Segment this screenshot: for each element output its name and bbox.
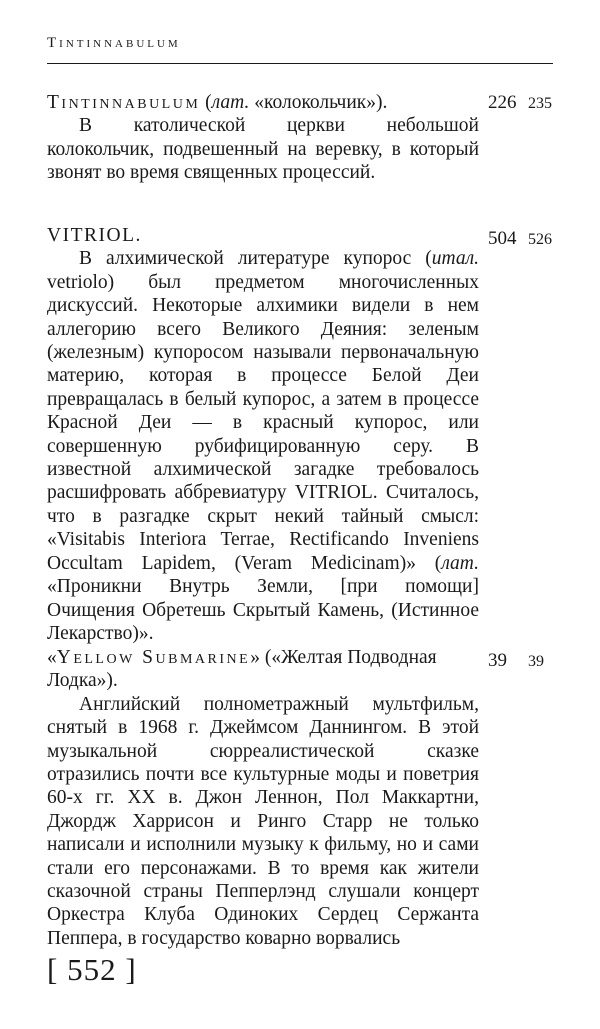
page-refs-vitriol <box>488 228 568 250</box>
page-ref: 39 <box>488 650 507 671</box>
page-ref: 235 <box>528 95 552 112</box>
entry-yellow-submarine <box>47 646 479 950</box>
page-number: [ 552 ] <box>47 952 137 987</box>
entry-body: В алхимической литературе купорос (итал. vetriolo) был предметом многочисленных дискуссий. Некоторые алхимики видели в нем аллегорию всего Великого Деяния: зеленым (железным) купоросом называли первоначальную материю, которая в процессе Белой Деи превращалась в белый купорос, а затем в процессе Красной Деи — в красный купорос, или совершенную рубифицированную серу. В известной алхимической загадке требовалось расшифровать аббревиатуру VITRIOL. Считалось, что в разгадке скрыт некий тайный смысл: «Visitabis Interiora Terrae, Rectificando Inveniens Occultam Lapidem, (Veram Medicinam)» (лат. «Проникни Внутрь Земли, [при помощи] Очищения Обретешь Скрытый Камень, (Истинное Лекарство)». <box>47 248 479 644</box>
entry-headword: Yellow Submarine <box>56 647 251 668</box>
entry-body: Английский полнометражный мультфильм, снятый в 1968 г. Джеймсом Даннингом. В этой музыкальной сюрреалистической сказке отразились почти все культурные моды и поветрия 60-х гг. XX в. Джон Леннон, Пол Маккартни, Джордж Харрисон и Ринго Старр не только написали и исполнили музыку к фильму, но и сами стали его персонажами. В то время как жители сказочной страны Пепперлэнд слушали концерт Оркестра Клуба Одиноких Сердец Сержанта Пеппера, в государство коварно ворвались <box>47 693 479 949</box>
page-ref: 526 <box>528 231 552 248</box>
entry-title: «Yellow Submarine» («Желтая Подводная Лодка»). <box>47 647 437 692</box>
page-ref: 39 <box>528 653 544 670</box>
entry-vitriol <box>47 224 479 645</box>
running-head: Tintinnabulum <box>47 35 181 51</box>
header-rule <box>47 63 553 64</box>
page-refs-tintinnabulum <box>488 92 568 114</box>
language-label: лат. <box>441 552 479 574</box>
page-refs-yellow-submarine <box>488 650 568 672</box>
entry-headword: Tintinnabulum <box>47 92 201 113</box>
page-ref: 226 <box>488 92 517 113</box>
language-label: лат. <box>211 92 250 113</box>
language-label: итал. <box>431 248 479 270</box>
entry-title <box>47 224 479 247</box>
entry-headword: VITRIOL. <box>47 225 142 246</box>
entry-body: В католической церкви небольшой колокольчик, подвешенный на веревку, в который звонят во время священных процессий. <box>47 115 479 184</box>
entry-title: Tintinnabulum (лат. «колокольчик»). <box>47 92 388 113</box>
page-ref: 504 <box>488 228 517 249</box>
entry-tintinnabulum <box>47 91 479 185</box>
